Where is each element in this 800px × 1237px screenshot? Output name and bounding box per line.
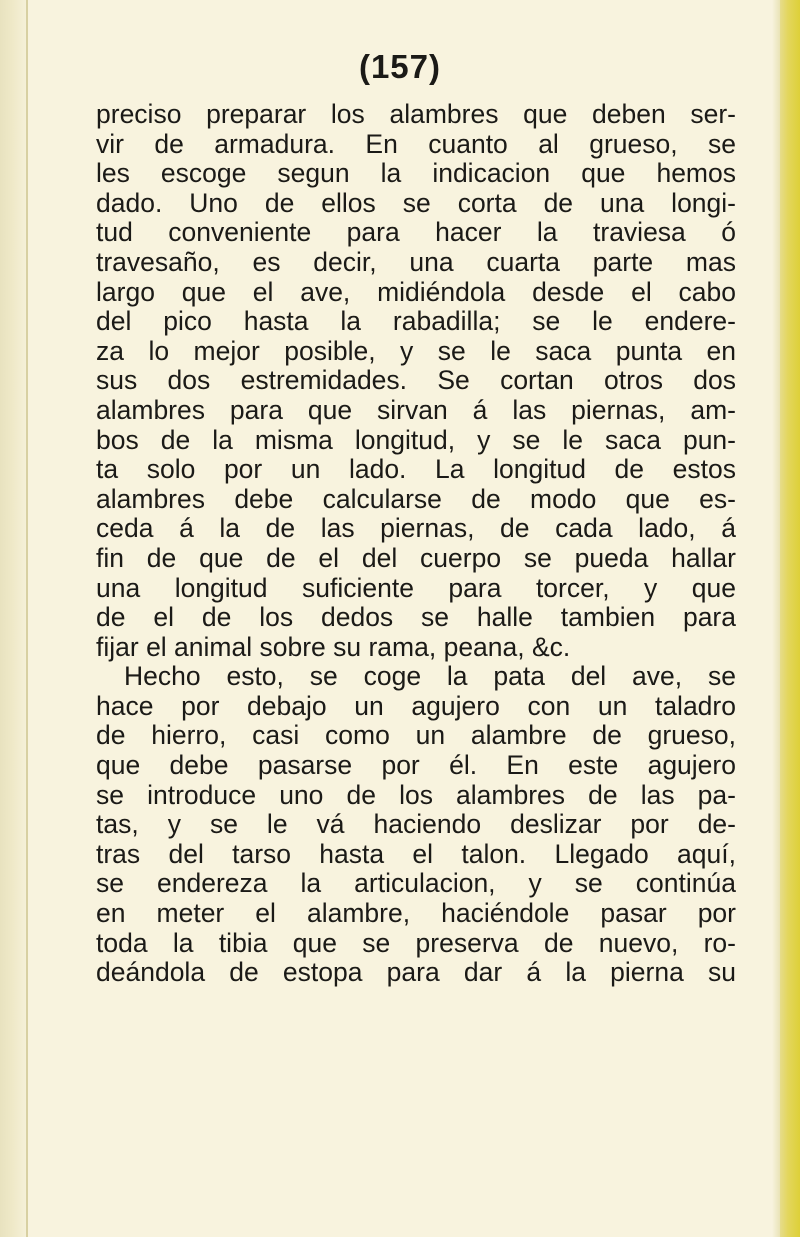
text-line: alambres debe calcularse de modo que es- [96, 483, 736, 514]
binding-gutter [0, 0, 28, 1237]
text-line: que debe pasarse por él. En este agujero [96, 750, 736, 781]
page-edge-shadow [772, 0, 780, 1237]
text-line: preciso preparar los alambres que deben ser- [96, 99, 736, 129]
text-line: vir de armadura. En cuanto al grueso, se [96, 128, 736, 159]
binding-edge-line [26, 0, 28, 1237]
text-line: sus dos estremidades. Se cortan otros dos [96, 365, 736, 396]
text-line: de el de los dedos se halle tambien para [96, 602, 736, 633]
text-line: en meter el alambre, haciéndole pasar por [96, 898, 736, 929]
text-line: una longitud suficiente para torcer, y que [96, 572, 736, 603]
text-line: se endereza la articulacion, y se continúa [96, 868, 736, 899]
text-line: largo que el ave, midiéndola desde el cabo [96, 276, 736, 307]
body-text [96, 100, 736, 988]
text-line: ceda á la de las piernas, de cada lado, á [96, 513, 736, 544]
text-line: ta solo por un lado. La longitud de estos [96, 454, 736, 485]
text-line: toda la tibia que se preserva de nuevo, ro- [96, 927, 736, 958]
text-line: travesaño, es decir, una cuarta parte mas [96, 246, 736, 277]
text-line: fin de que de el del cuerpo se pueda hallar [96, 542, 736, 573]
text-line: bos de la misma longitud, y se le saca pun- [96, 424, 736, 455]
text-line: za lo mejor posible, y se le saca punta en [96, 335, 736, 366]
text-line: del pico hasta la rabadilla; se le endere- [96, 306, 736, 337]
text-line: deándola de estopa para dar á la pierna su [96, 957, 736, 988]
text-line: tras del tarso hasta el talon. Llegado aquí, [96, 838, 736, 869]
text-line: tas, y se le vá haciendo deslizar por de- [96, 809, 736, 840]
text-line: de hierro, casi como un alambre de grueso, [96, 720, 736, 751]
text-line: alambres para que sirvan á las piernas, am- [96, 394, 736, 425]
text-line: fijar el animal sobre su rama, peana, &c. [96, 631, 571, 662]
text-line: hace por debajo un agujero con un taladro [96, 690, 736, 721]
text-line: dado. Uno de ellos se corta de una longi- [96, 187, 736, 218]
text-line: les escoge segun la indicacion que hemos [96, 158, 736, 189]
paragraph-start-line: Hecho esto, se coge la pata del ave, se [124, 661, 736, 692]
adjacent-page-edge [780, 0, 800, 1237]
text-line: tud conveniente para hacer la traviesa ó [96, 217, 736, 248]
page-number: (157) [358, 48, 442, 85]
text-line: se introduce uno de los alambres de las pa- [96, 779, 736, 810]
